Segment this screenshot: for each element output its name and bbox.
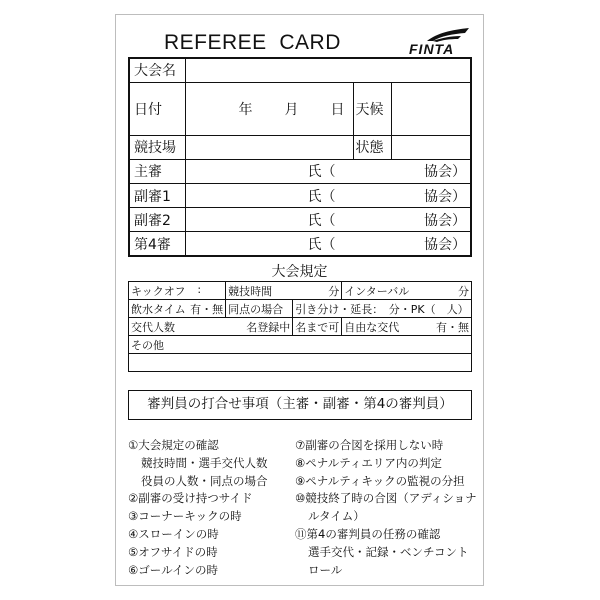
- rules-row: [129, 318, 472, 336]
- meeting-title-box: [128, 390, 472, 420]
- interval-unit: 分: [458, 284, 469, 298]
- list-item: ロール: [308, 562, 343, 577]
- meeting-title: 審判員の打合せ事項（主審・副審・第4の審判員）: [147, 396, 453, 412]
- list-item: ⑪第4の審判員の任務の確認: [295, 526, 441, 541]
- list-item: ④スローインの時: [128, 526, 219, 541]
- name-suffix: 氏: [307, 164, 322, 181]
- subs-label: 交代人数: [131, 320, 175, 334]
- match-info-table: [128, 57, 472, 257]
- rules-row: [129, 336, 472, 354]
- official-label: 第4審: [129, 232, 185, 256]
- date-row: [129, 82, 471, 135]
- match-time-unit: 分: [328, 284, 340, 298]
- list-item: ⑥ゴールインの時: [128, 562, 219, 577]
- name-suffix: 氏: [307, 212, 322, 229]
- list-item: 選手交代・記録・ベンチコント: [308, 544, 469, 559]
- list-item: ⑤オフサイドの時: [128, 544, 218, 559]
- condition-label: 状態: [353, 135, 391, 159]
- other-cell[interactable]: その他: [129, 336, 472, 354]
- list-item: 競技時間・選手交代人数: [141, 455, 268, 470]
- rules-row: [129, 282, 472, 300]
- assoc-suffix: 協会）: [424, 236, 466, 253]
- kickoff-colon: :: [197, 282, 202, 296]
- weather-field[interactable]: [391, 82, 471, 135]
- tournament-label: 大会名: [129, 58, 185, 82]
- subs-cell[interactable]: [129, 318, 293, 336]
- kickoff-label: キックオフ: [131, 284, 186, 298]
- interval-cell[interactable]: [342, 282, 472, 300]
- kickoff-cell[interactable]: [129, 282, 226, 300]
- water-options: 有・無: [190, 302, 224, 316]
- rules-title: 大会規定: [271, 264, 328, 280]
- date-label: 日付: [129, 82, 185, 135]
- list-item: ③コーナーキックの時: [128, 509, 242, 524]
- official-label: 副審2: [129, 208, 185, 232]
- paren-open: （: [321, 236, 336, 253]
- tournament-row: [129, 58, 471, 82]
- finta-logo: [409, 27, 471, 57]
- rules-table: [128, 281, 472, 372]
- assoc-suffix: 協会）: [424, 212, 466, 229]
- official-name-field[interactable]: [185, 232, 471, 256]
- match-time-label: 競技時間: [228, 284, 273, 298]
- paren-open: （: [321, 212, 336, 229]
- list-item: ⑦副審の合図を採用しない時: [295, 438, 444, 452]
- match-time-cell[interactable]: [226, 282, 342, 300]
- free-sub-cell[interactable]: [342, 318, 472, 336]
- date-year: 年: [238, 101, 253, 118]
- official-label: 主審: [129, 159, 185, 183]
- card-title: REFEREE CARD: [164, 31, 341, 54]
- name-suffix: 氏: [307, 188, 322, 205]
- interval-label: インターバル: [344, 284, 410, 298]
- venue-row: [129, 135, 471, 159]
- list-item: ルタイム）: [308, 509, 365, 524]
- list-item: ②副審の受け持つサイド: [128, 491, 253, 506]
- official-row: [129, 232, 471, 256]
- weather-label: 天候: [353, 82, 391, 135]
- official-row: [129, 159, 471, 183]
- water-cell[interactable]: [129, 300, 226, 318]
- condition-field[interactable]: [391, 135, 471, 159]
- water-label: 飲水タイム: [131, 302, 186, 316]
- meeting-list-right: [295, 437, 477, 579]
- date-field[interactable]: [185, 82, 353, 135]
- official-name-field[interactable]: [185, 159, 471, 183]
- tournament-field[interactable]: [185, 58, 471, 82]
- rules-row: [129, 300, 472, 318]
- list-item: ①大会規定の確認: [128, 438, 219, 452]
- date-month: 月: [284, 101, 299, 118]
- venue-label: 競技場: [129, 135, 185, 159]
- list-item: ⑨ペナルティキックの監視の分担: [295, 473, 465, 488]
- list-item: ⑧ペナルティエリア内の判定: [295, 455, 442, 470]
- until-cell[interactable]: 名まで可: [293, 318, 342, 336]
- assoc-suffix: 協会）: [424, 188, 466, 205]
- list-item: 役員の人数・同点の場合: [141, 473, 268, 488]
- assoc-suffix: 協会）: [424, 164, 466, 181]
- date-day: 日: [330, 101, 345, 118]
- official-row: [129, 184, 471, 208]
- official-row: [129, 208, 471, 232]
- tie-rule-cell[interactable]: 引き分け・延長： 分・PK（ 人）: [293, 300, 472, 318]
- free-sub-label: 自由な交代: [344, 320, 400, 334]
- official-name-field[interactable]: [185, 184, 471, 208]
- list-item: ⑩競技終了時の合図（アディショナ: [295, 491, 477, 506]
- meeting-list-left: [128, 437, 268, 579]
- referee-card: [115, 14, 484, 586]
- other-blank-cell[interactable]: [129, 354, 472, 372]
- logo-text: FINTA: [409, 41, 455, 57]
- paren-open: （: [321, 188, 336, 205]
- tie-case-cell: 同点の場合: [226, 300, 293, 318]
- rules-row: [129, 354, 472, 372]
- name-suffix: 氏: [307, 236, 322, 253]
- free-sub-options: 有・無: [436, 320, 469, 334]
- venue-field[interactable]: [185, 135, 353, 159]
- paren-open: （: [321, 164, 336, 181]
- official-label: 副審1: [129, 184, 185, 208]
- registered-label: 名登録中: [246, 320, 291, 334]
- official-name-field[interactable]: [185, 208, 471, 232]
